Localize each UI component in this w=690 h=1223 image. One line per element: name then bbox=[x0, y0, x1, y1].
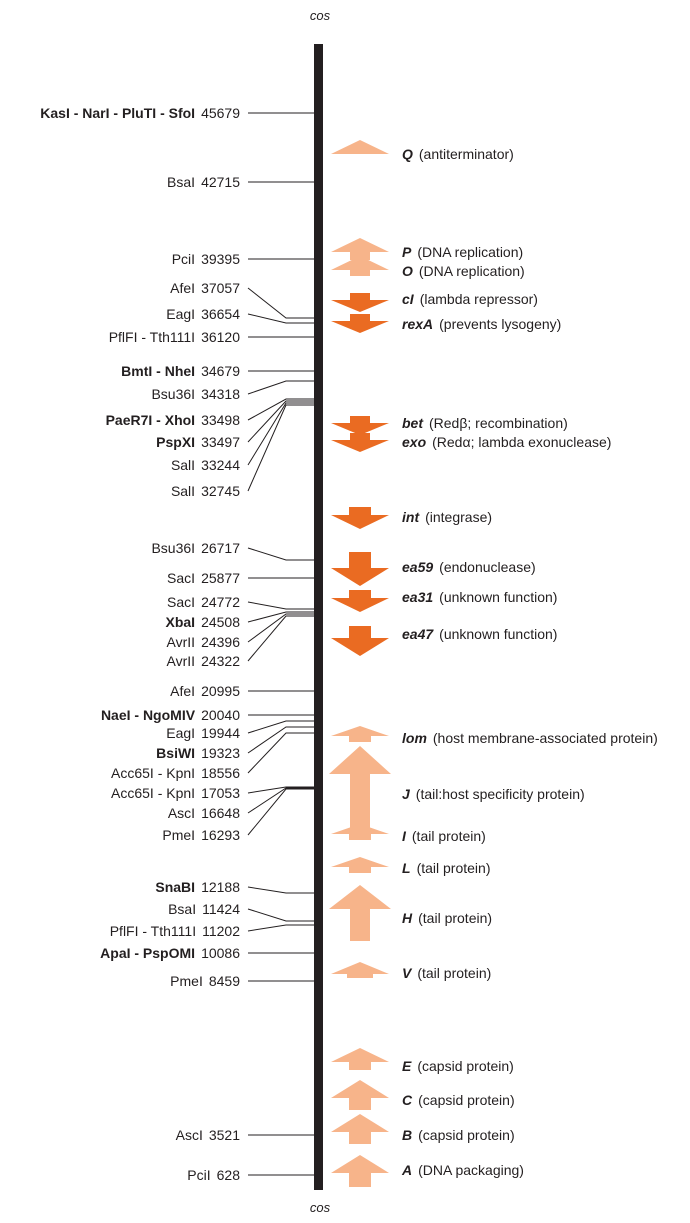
gene-description: (tail protein) bbox=[417, 965, 492, 981]
site-pointer-line bbox=[248, 403, 314, 465]
gene-label bbox=[402, 316, 561, 332]
site-position: 36120 bbox=[201, 329, 240, 345]
gene-arrow-ea31 bbox=[331, 590, 389, 612]
site-position: 39395 bbox=[201, 251, 240, 267]
site-position: 18556 bbox=[201, 765, 240, 781]
restriction-site-label bbox=[0, 457, 240, 473]
site-position: 20040 bbox=[201, 707, 240, 723]
site-position: 8459 bbox=[208, 973, 240, 989]
site-position: 24772 bbox=[201, 594, 240, 610]
site-name: SnaBI bbox=[155, 879, 196, 895]
gene-name: rexA bbox=[402, 316, 434, 332]
gene-label bbox=[402, 1162, 524, 1178]
gene-name: ea47 bbox=[402, 626, 434, 642]
site-position: 37057 bbox=[201, 280, 240, 296]
site-name: AvrII bbox=[166, 634, 196, 650]
restriction-site-label bbox=[0, 707, 240, 723]
cos-label-top: cos bbox=[309, 8, 331, 23]
restriction-site-label bbox=[0, 805, 240, 821]
gene-label bbox=[402, 786, 585, 802]
restriction-site-label bbox=[0, 1167, 240, 1183]
site-position: 19323 bbox=[201, 745, 240, 761]
site-name: AvrII bbox=[166, 653, 196, 669]
site-position: 20995 bbox=[201, 683, 240, 699]
gene-arrow-V bbox=[331, 962, 389, 978]
site-pointer-line bbox=[248, 614, 314, 642]
gene-name: Q bbox=[402, 146, 413, 162]
gene-arrow-cI bbox=[331, 293, 389, 312]
gene-description: (DNA packaging) bbox=[418, 1162, 524, 1178]
gene-label bbox=[402, 415, 568, 431]
restriction-site-label bbox=[0, 363, 240, 379]
gene-arrow-A bbox=[331, 1155, 389, 1187]
gene-arrow-L bbox=[331, 857, 389, 873]
gene-label bbox=[402, 263, 525, 279]
site-pointer-line bbox=[248, 401, 314, 442]
site-position: 11424 bbox=[202, 901, 240, 917]
site-name: AscI bbox=[175, 1127, 203, 1143]
gene-label bbox=[402, 730, 658, 746]
site-position: 17053 bbox=[201, 785, 240, 801]
gene-description: (tail protein) bbox=[416, 860, 491, 876]
gene-label bbox=[402, 1127, 515, 1143]
gene-label bbox=[402, 1058, 514, 1074]
site-name: EagI bbox=[166, 306, 196, 322]
gene-label bbox=[402, 828, 486, 844]
site-name: PaeR7I - XhoI bbox=[105, 412, 196, 428]
gene-description: (DNA replication) bbox=[418, 263, 525, 279]
genome-backbone bbox=[314, 44, 323, 1190]
gene-description: (capsid protein) bbox=[418, 1127, 515, 1143]
gene-arrow-E bbox=[331, 1048, 389, 1070]
restriction-site-label bbox=[0, 105, 240, 121]
restriction-site-label bbox=[0, 973, 240, 989]
site-pointer-line bbox=[248, 733, 314, 773]
gene-description: (prevents lysogeny) bbox=[439, 316, 562, 332]
site-position: 24396 bbox=[201, 634, 240, 650]
site-pointer-line bbox=[248, 381, 314, 394]
gene-name: P bbox=[402, 244, 412, 260]
site-name: BsaI bbox=[168, 901, 197, 917]
restriction-site-label bbox=[0, 306, 240, 322]
restriction-site-label bbox=[0, 174, 240, 190]
gene-description: (Redβ; recombination) bbox=[429, 415, 568, 431]
restriction-site-label bbox=[0, 570, 240, 586]
restriction-site-label bbox=[0, 540, 240, 556]
site-name: SalI bbox=[170, 457, 196, 473]
gene-label bbox=[402, 559, 536, 575]
gene-arrow-ea59 bbox=[331, 552, 389, 586]
gene-name: lom bbox=[402, 730, 427, 746]
site-name: Acc65I - KpnI bbox=[111, 785, 196, 801]
restriction-site-label bbox=[0, 386, 240, 402]
gene-description: (DNA replication) bbox=[417, 244, 524, 260]
restriction-site-label bbox=[0, 725, 240, 741]
gene-name: int bbox=[402, 509, 420, 525]
gene-name: H bbox=[402, 910, 413, 926]
gene-name: cI bbox=[402, 291, 414, 307]
gene-name: J bbox=[402, 786, 410, 802]
site-name: BsiWI bbox=[156, 745, 196, 761]
site-name: Bsu36I bbox=[151, 540, 196, 556]
site-pointer-line bbox=[248, 887, 314, 893]
restriction-site-label bbox=[0, 251, 240, 267]
site-position: 10086 bbox=[201, 945, 240, 961]
site-name: PmeI bbox=[170, 973, 203, 989]
cos-label-bottom: cos bbox=[309, 1200, 331, 1215]
gene-description: (capsid protein) bbox=[417, 1058, 514, 1074]
site-name: PflFI - Tth111I bbox=[108, 329, 196, 345]
site-name: ApaI - PspOMI bbox=[100, 945, 196, 961]
gene-label bbox=[402, 626, 557, 642]
restriction-site-label bbox=[0, 1127, 240, 1143]
restriction-site-label bbox=[0, 827, 240, 843]
site-position: 26717 bbox=[201, 540, 240, 556]
gene-arrow-int bbox=[331, 507, 389, 529]
restriction-site-label bbox=[0, 614, 240, 630]
gene-description: (tail:host specificity protein) bbox=[415, 786, 585, 802]
gene-arrow-H bbox=[329, 885, 391, 941]
gene-label bbox=[402, 146, 514, 162]
restriction-site-label bbox=[0, 923, 240, 939]
restriction-site-label bbox=[0, 280, 240, 296]
site-position: 33498 bbox=[201, 412, 240, 428]
gene-name: E bbox=[402, 1058, 412, 1074]
gene-description: (capsid protein) bbox=[418, 1092, 515, 1108]
restriction-site-label bbox=[0, 483, 240, 499]
gene-description: (tail protein) bbox=[411, 828, 486, 844]
gene-label bbox=[402, 589, 557, 605]
gene-name: A bbox=[402, 1162, 413, 1178]
restriction-site-label bbox=[0, 901, 240, 917]
gene-name: I bbox=[402, 828, 406, 844]
gene-arrow-exo bbox=[331, 433, 389, 452]
site-pointer-line bbox=[248, 616, 314, 661]
gene-name: B bbox=[402, 1127, 413, 1143]
gene-arrow-Q bbox=[331, 140, 389, 154]
gene-name: L bbox=[402, 860, 411, 876]
gene-description: (host membrane-associated protein) bbox=[432, 730, 658, 746]
gene-name: ea31 bbox=[402, 589, 434, 605]
gene-label bbox=[402, 434, 611, 450]
gene-label bbox=[402, 860, 490, 876]
site-name: PciI bbox=[171, 251, 196, 267]
restriction-site-label bbox=[0, 745, 240, 761]
site-pointer-line bbox=[248, 548, 314, 560]
gene-description: (integrase) bbox=[425, 509, 493, 525]
site-position: 33497 bbox=[201, 434, 240, 450]
gene-name: C bbox=[402, 1092, 413, 1108]
site-position: 42715 bbox=[201, 174, 240, 190]
restriction-site-label bbox=[0, 412, 240, 428]
gene-arrow-lom bbox=[331, 726, 389, 742]
restriction-site-label bbox=[0, 329, 240, 345]
restriction-site-label bbox=[0, 765, 240, 781]
site-name: PmeI bbox=[162, 827, 196, 843]
site-name: PciI bbox=[187, 1167, 211, 1183]
gene-label bbox=[402, 291, 538, 307]
gene-label bbox=[402, 1092, 515, 1108]
site-name: KasI - NarI - PluTI - SfoI bbox=[40, 105, 196, 121]
site-pointer-line bbox=[248, 727, 314, 753]
gene-description: (tail protein) bbox=[418, 910, 493, 926]
site-position: 45679 bbox=[201, 105, 240, 121]
site-pointer-line bbox=[248, 602, 314, 609]
site-position: 628 bbox=[216, 1167, 240, 1183]
site-name: BmtI - NheI bbox=[121, 363, 196, 379]
site-position: 16648 bbox=[201, 805, 240, 821]
site-name: AfeI bbox=[170, 280, 196, 296]
site-name: SacI bbox=[167, 570, 196, 586]
site-name: PflFI - Tth111I bbox=[109, 923, 197, 939]
site-name: XbaI bbox=[165, 614, 196, 630]
gene-name: V bbox=[402, 965, 412, 981]
gene-arrow-J bbox=[329, 746, 391, 832]
restriction-site-label bbox=[0, 653, 240, 669]
gene-description: (antiterminator) bbox=[418, 146, 514, 162]
site-position: 11202 bbox=[202, 923, 240, 939]
gene-label bbox=[402, 965, 491, 981]
gene-arrow-rexA bbox=[331, 314, 389, 333]
restriction-site-label bbox=[0, 594, 240, 610]
site-position: 12188 bbox=[201, 879, 240, 895]
site-name: NaeI - NgoMIV bbox=[100, 707, 196, 723]
site-pointer-line bbox=[248, 789, 314, 835]
restriction-site-label bbox=[0, 683, 240, 699]
restriction-site-label bbox=[0, 634, 240, 650]
site-pointer-line bbox=[248, 909, 314, 921]
site-name: AfeI bbox=[170, 683, 196, 699]
site-pointer-line bbox=[248, 925, 314, 931]
gene-label bbox=[402, 244, 523, 260]
site-name: BsaI bbox=[167, 174, 196, 190]
site-name: Acc65I - KpnI bbox=[111, 765, 196, 781]
site-name: SalI bbox=[170, 483, 196, 499]
gene-arrow-I bbox=[331, 824, 389, 840]
gene-name: bet bbox=[402, 415, 423, 431]
gene-description: (unknown function) bbox=[439, 626, 558, 642]
site-position: 32745 bbox=[201, 483, 240, 499]
gene-description: (lambda repressor) bbox=[419, 291, 538, 307]
site-name: SacI bbox=[167, 594, 196, 610]
restriction-site-label bbox=[0, 879, 240, 895]
gene-description: (Redα; lambda exonuclease) bbox=[432, 434, 612, 450]
gene-label bbox=[402, 509, 492, 525]
gene-label bbox=[402, 910, 492, 926]
gene-arrow-B bbox=[331, 1114, 389, 1144]
gene-description: (unknown function) bbox=[439, 589, 558, 605]
site-name: Bsu36I bbox=[151, 386, 196, 402]
gene-arrow-bet bbox=[331, 416, 389, 435]
site-position: 24322 bbox=[201, 653, 240, 669]
site-pointer-line bbox=[248, 288, 314, 318]
gene-arrow-O bbox=[331, 256, 389, 276]
restriction-site-label bbox=[0, 945, 240, 961]
restriction-site-label bbox=[0, 785, 240, 801]
site-name: PspXI bbox=[156, 434, 196, 450]
site-position: 34318 bbox=[201, 386, 240, 402]
gene-name: exo bbox=[402, 434, 427, 450]
gene-arrow-ea47 bbox=[331, 626, 389, 656]
site-position: 34679 bbox=[201, 363, 240, 379]
gene-description: (endonuclease) bbox=[439, 559, 536, 575]
site-position: 19944 bbox=[201, 725, 240, 741]
site-position: 24508 bbox=[201, 614, 240, 630]
gene-name: O bbox=[402, 263, 413, 279]
site-name: AscI bbox=[167, 805, 196, 821]
site-position: 33244 bbox=[201, 457, 240, 473]
site-position: 16293 bbox=[201, 827, 240, 843]
gene-name: ea59 bbox=[402, 559, 434, 575]
gene-arrow-C bbox=[331, 1080, 389, 1110]
site-position: 36654 bbox=[201, 306, 240, 322]
site-position: 25877 bbox=[201, 570, 240, 586]
restriction-site-label bbox=[0, 434, 240, 450]
site-name: EagI bbox=[166, 725, 196, 741]
site-position: 3521 bbox=[208, 1127, 240, 1143]
